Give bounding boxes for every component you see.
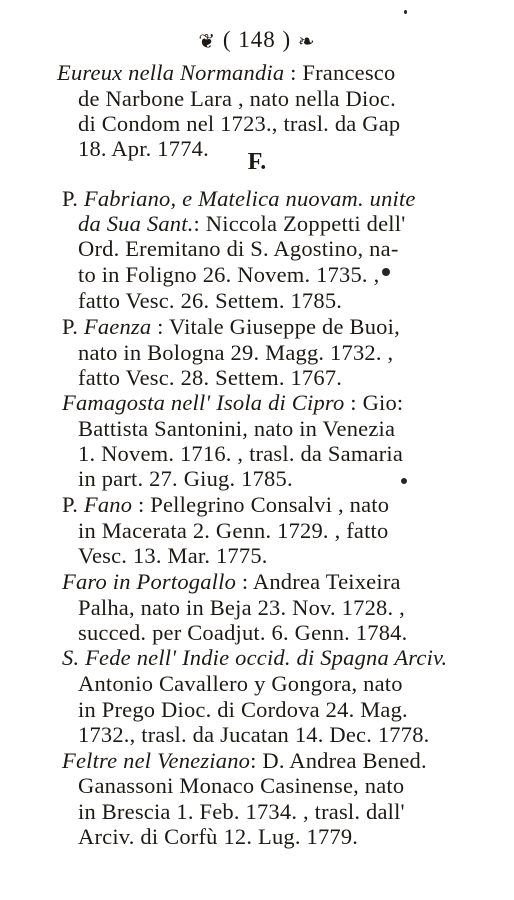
entry-text: : Vitale Giuseppe de Buoi, [151, 314, 400, 339]
text-line [78, 466, 293, 492]
entry-text: Antonio Cavallero y Gongora, nato [78, 671, 403, 696]
text-line [78, 262, 379, 288]
entry-place-name: Fabriano, e Matelica nuovam. unite [83, 186, 416, 211]
text-line [62, 186, 416, 212]
text-line [62, 748, 427, 774]
entry-text: : Gio: [344, 390, 404, 415]
entry-text: Arciv. di Corfù 12. Lug. 1779. [78, 824, 359, 849]
text-line [78, 518, 388, 544]
text-line [78, 111, 400, 137]
text-line [78, 773, 404, 799]
text-line [62, 569, 401, 595]
text-line [62, 390, 403, 416]
text-line [78, 799, 405, 825]
entry-text: fatto Vesc. 26. Settem. 1785. [78, 288, 343, 313]
entry-place-name: da Sua Sant. [78, 211, 194, 236]
text-line [78, 671, 403, 697]
text-line [62, 645, 447, 671]
page-number: ( 148 ) [222, 27, 292, 52]
page-header [0, 27, 514, 54]
text-line [78, 620, 407, 646]
entry-place-name: Fano [83, 492, 133, 517]
text-line [62, 314, 400, 340]
entry-text: in part. 27. Giug. 1785. [78, 466, 293, 491]
entry-text: nato in Bologna 29. Magg. 1732. , [78, 340, 394, 365]
entry-text: 18. Apr. 1774. [78, 136, 209, 161]
entry-text: : Pellegrino Consalvi , nato [132, 492, 390, 517]
entry-place-name: Faenza [83, 314, 152, 339]
entry-text: Palha, nato in Beja 23. Nov. 1728. , [78, 595, 405, 620]
entry-text: : Francesco [284, 60, 396, 85]
entry-text: 1. Novem. 1716. , trasl. da Samaria [78, 441, 404, 466]
text-line [78, 236, 399, 262]
entry-text: : Andrea Teixeira [236, 569, 401, 594]
entry-text: Battista Santonini, nato in Venezia [78, 416, 396, 441]
entry-place-name: S. Fede nell' Indie occid. di Spagna Arciv. [62, 645, 448, 670]
entry-text: : Niccola Zoppetti dell' [193, 211, 406, 236]
text-line [78, 365, 342, 391]
text-line [78, 136, 209, 162]
left-ornament-icon: ❦ [198, 31, 217, 54]
entry-text: di Condom nel 1723., trasl. da Gap [78, 111, 401, 136]
entry-text: P. [62, 492, 84, 517]
entry-text: in Prego Dioc. di Cordova 24. Mag. [78, 697, 408, 722]
text-line [78, 722, 429, 748]
text-line [62, 492, 389, 518]
entry-text: de Narbone Lara , nato nella Dioc. [78, 86, 396, 111]
entry-place-name: Eureux nella Normandia [57, 60, 285, 85]
right-ornament-icon: ❧ [297, 31, 316, 54]
ink-speck [382, 268, 390, 276]
entry-text: Ganassoni Monaco Casinense, nato [78, 773, 405, 798]
entry-text: succed. per Coadjut. 6. Genn. 1784. [78, 620, 408, 645]
entry-text: fatto Vesc. 28. Settem. 1767. [78, 365, 343, 390]
entry-place-name: Famagosta nell' Isola di Cipro [62, 390, 345, 415]
text-line [78, 543, 268, 569]
text-line [78, 441, 403, 467]
entry-place-name: Faro in Portogallo [62, 569, 237, 594]
text-line [78, 288, 342, 314]
entry-text: 1732., trasl. da Jucatan 14. Dec. 1778. [78, 722, 430, 747]
entry-text: Ord. Eremitano di S. Agostino, na- [78, 236, 399, 261]
text-line [78, 416, 395, 442]
text-line [78, 211, 405, 237]
ink-speck [401, 478, 407, 484]
entry-text: in Macerata 2. Genn. 1729. , fatto [78, 518, 389, 543]
entry-text: in Brescia 1. Feb. 1734. , trasl. dall' [78, 799, 405, 824]
text-line [57, 60, 395, 86]
entry-text: P. [62, 314, 84, 339]
entry-text: : D. Andrea Bened. [250, 748, 427, 773]
text-line [78, 697, 408, 723]
ink-speck [404, 10, 407, 14]
section-letter: F. [247, 149, 267, 175]
entry-text: P. [62, 186, 84, 211]
entry-text: to in Foligno 26. Novem. 1735. , [78, 262, 380, 287]
entry-text: Vesc. 13. Mar. 1775. [78, 543, 268, 568]
text-line [78, 86, 396, 112]
entry-place-name: Feltre nel Veneziano [62, 748, 251, 773]
text-line [78, 340, 393, 366]
text-line [78, 595, 405, 621]
text-line [78, 824, 358, 850]
